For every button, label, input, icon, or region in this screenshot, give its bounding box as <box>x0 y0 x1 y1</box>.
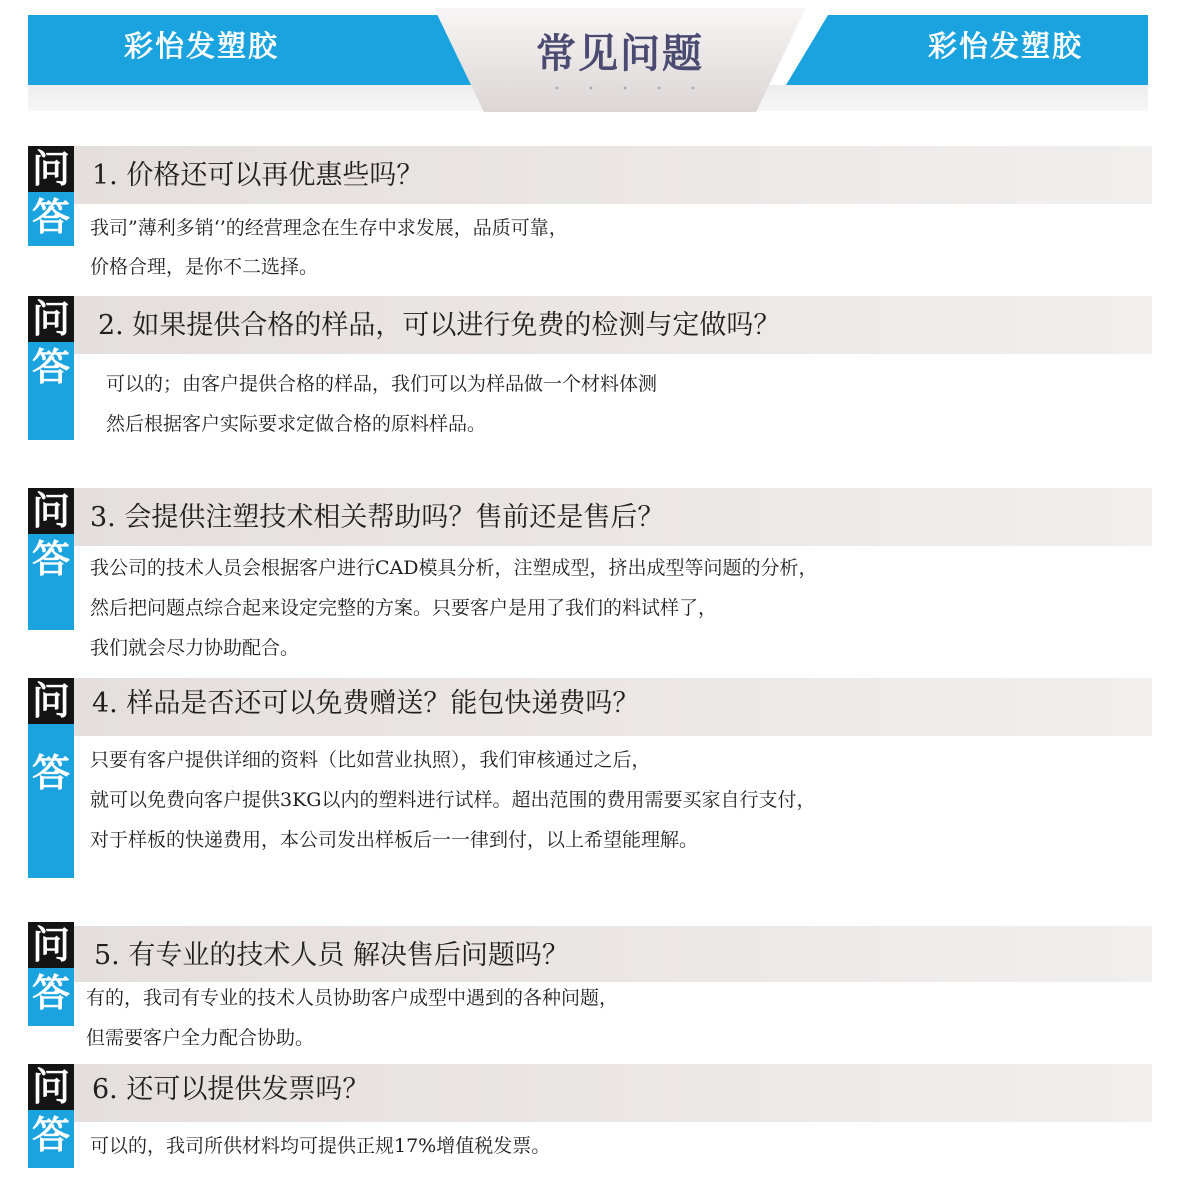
question-text: 2. 如果提供合格的样品，可以进行免费的检测与定做吗？ <box>98 310 781 341</box>
answer-line: 可以的；由客户提供合格的样品，我们可以为样品做一个材料体测 <box>106 373 658 395</box>
faq-item-1 <box>28 146 1152 286</box>
answer-badge-glyph: 答 <box>31 750 70 795</box>
answer-badge <box>28 342 74 440</box>
answer-badge <box>28 192 74 246</box>
title-dots-decoration <box>540 86 700 90</box>
answer-line: 价格合理，是你不二选择。 <box>90 256 319 278</box>
question-badge: 问 <box>28 296 74 342</box>
answer-line: 对于样板的快递费用，本公司发出样板后一一律到付，以上希望能理解。 <box>90 829 699 851</box>
header-banner <box>0 0 1200 120</box>
answer-badge-glyph: 答 <box>31 344 70 389</box>
question-text: 4. 样品是否还可以免费赠送？能包快递费吗？ <box>92 688 640 719</box>
answer-badge <box>28 534 74 630</box>
faq-item-3 <box>28 488 1152 668</box>
answer-badge <box>28 724 74 878</box>
question-badge: 问 <box>28 146 74 192</box>
answer-line: 可以的，我司所供材料均可提供正规17%增值税发票。 <box>90 1135 551 1157</box>
brand-name-left: 彩怡发塑胶 <box>124 29 280 63</box>
answer-line: 就可以免费向客户提供3KG以内的塑料进行试样。超出范围的费用需要买家自行支付， <box>90 789 816 811</box>
page-title: 常见问题 <box>536 30 704 77</box>
question-text: 5. 有专业的技术人员 解决售后问题吗？ <box>94 940 569 971</box>
question-text: 1. 价格还可以再优惠些吗？ <box>92 160 424 191</box>
answer-badge-glyph: 答 <box>31 1112 70 1157</box>
question-badge: 问 <box>28 678 74 724</box>
question-badge: 问 <box>28 488 74 534</box>
faq-item-6 <box>28 1064 1152 1174</box>
answer-line: 然后把问题点综合起来设定完整的方案。只要客户是用了我们的料试样了， <box>90 597 718 619</box>
faq-item-4 <box>28 678 1152 878</box>
answer-line: 有的，我司有专业的技术人员协助客户成型中遇到的各种问题， <box>86 987 619 1009</box>
answer-badge <box>28 968 74 1026</box>
answer-line: 然后根据客户实际要求定做合格的原料样品。 <box>106 413 487 435</box>
answer-badge-glyph: 答 <box>31 194 70 239</box>
answer-badge <box>28 1110 74 1168</box>
answer-line: 只要有客户提供详细的资料（比如营业执照），我们审核通过之后， <box>90 749 651 771</box>
answer-line: 我们就会尽力协助配合。 <box>90 637 300 659</box>
answer-line: 但需要客户全力配合协助。 <box>86 1027 315 1049</box>
faq-item-2 <box>28 296 1152 446</box>
question-badge: 问 <box>28 1064 74 1110</box>
answer-badge-glyph: 答 <box>31 536 70 581</box>
brand-name-right: 彩怡发塑胶 <box>928 29 1084 63</box>
answer-line: 我司”薄利多销‘’的经营理念在生存中求发展，品质可靠， <box>90 217 568 239</box>
faq-item-5 <box>28 922 1152 1058</box>
question-text: 6. 还可以提供发票吗？ <box>92 1074 370 1105</box>
answer-line: 我公司的技术人员会根据客户进行CAD模具分析，注塑成型，挤出成型等问题的分析， <box>90 557 818 579</box>
question-badge: 问 <box>28 922 74 968</box>
question-text: 3. 会提供注塑技术相关帮助吗？售前还是售后？ <box>90 502 665 533</box>
answer-badge-glyph: 答 <box>31 970 70 1015</box>
